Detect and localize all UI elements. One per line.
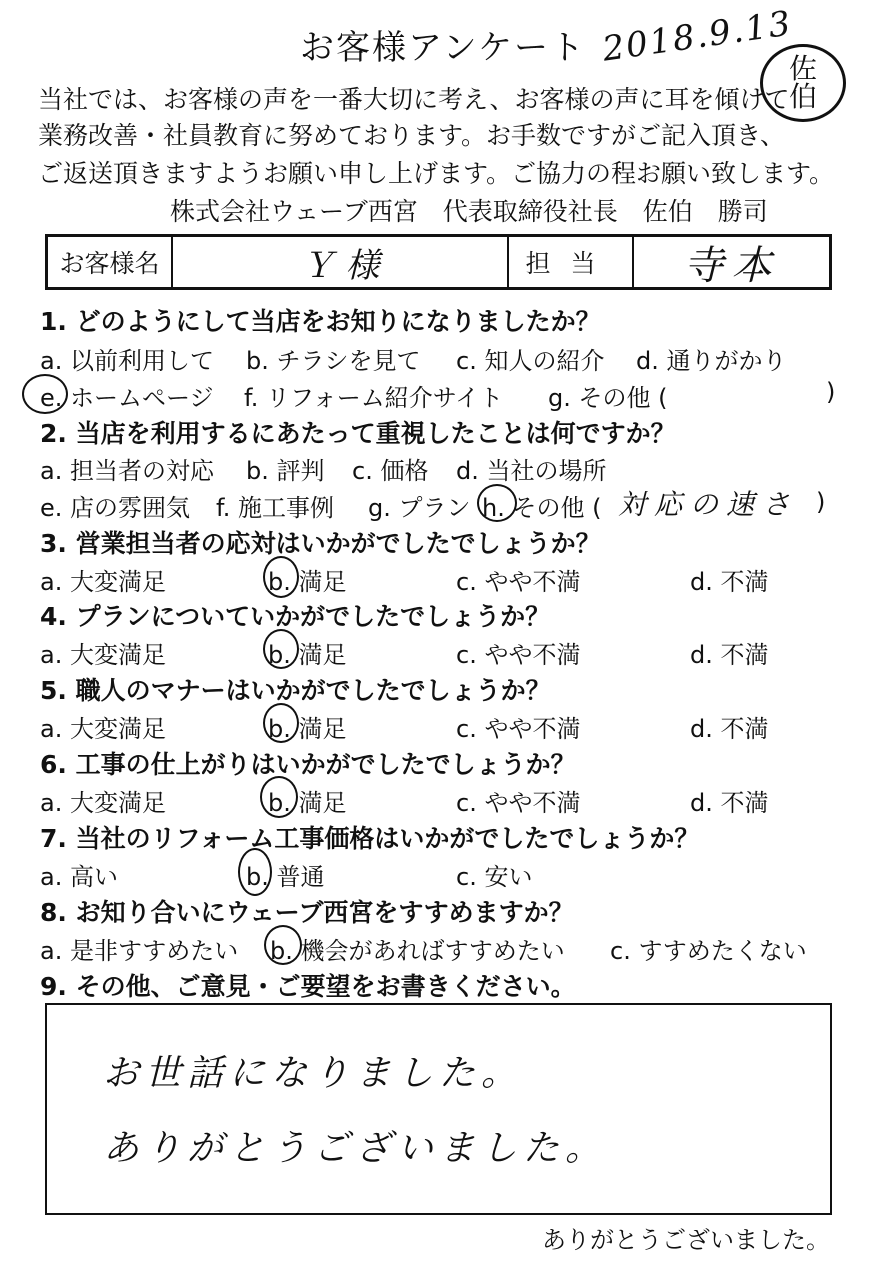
question-1: 1. どのようにして当店をお知りになりましたか？ bbox=[40, 307, 601, 336]
q6-option-d[interactable]: d. 不満 bbox=[690, 789, 769, 817]
q1-option-g[interactable]: g. その他 ( bbox=[548, 384, 668, 412]
q1-option-f[interactable]: f. リフォーム紹介サイト bbox=[244, 384, 504, 412]
q2-option-b[interactable]: b. 評判 bbox=[246, 457, 325, 485]
q5-option-d[interactable]: d. 不満 bbox=[690, 715, 769, 743]
customer-name-label: お客様名 bbox=[48, 237, 173, 287]
q5-option-b[interactable]: b. 満足 bbox=[268, 715, 347, 743]
q2-option-c[interactable]: c. 価格 bbox=[352, 457, 429, 485]
q2-option-e[interactable]: e. 店の雰囲気 bbox=[40, 494, 191, 522]
q8-selected-circle bbox=[264, 925, 302, 965]
q1-option-b[interactable]: b. チラシを見て bbox=[246, 347, 421, 375]
q7-option-c[interactable]: c. 安い bbox=[456, 863, 533, 891]
customer-info-table bbox=[45, 234, 832, 290]
q1-option-c[interactable]: c. 知人の紹介 bbox=[456, 347, 605, 375]
q4-option-d[interactable]: d. 不満 bbox=[690, 641, 769, 669]
q3-option-c[interactable]: c. やや不満 bbox=[456, 568, 581, 596]
q6-option-c[interactable]: c. やや不満 bbox=[456, 789, 581, 817]
q2-selected-circle bbox=[477, 484, 517, 522]
handwritten-date: 2018.9.13 bbox=[600, 3, 795, 70]
q4-option-a[interactable]: a. 大変満足 bbox=[40, 641, 166, 669]
q6-selected-circle bbox=[260, 776, 298, 818]
q5-option-a[interactable]: a. 大変満足 bbox=[40, 715, 166, 743]
comment-box[interactable] bbox=[45, 1003, 832, 1215]
q1-selected-circle bbox=[22, 374, 68, 414]
q2-option-d[interactable]: d. 当社の場所 bbox=[456, 457, 607, 485]
intro-line-3: ご返送頂きますようお願い申し上げます。ご協力の程お願い致します。 bbox=[38, 159, 835, 188]
question-3: 3. 営業担当者の応対はいかがでしたでしょうか？ bbox=[40, 529, 601, 558]
question-9: 9. その他、ご意見・ご要望をお書きください。 bbox=[40, 972, 576, 1001]
q5-selected-circle bbox=[263, 703, 299, 743]
question-6: 6. 工事の仕上がりはいかがでしたでしょうか？ bbox=[40, 750, 576, 779]
q2-option-h[interactable]: h. その他 ( bbox=[482, 494, 602, 522]
q2-option-h-close: ) bbox=[816, 488, 826, 516]
company-signature: 株式会社ウェーブ西宮 代表取締役社長 佐伯 勝司 bbox=[170, 197, 768, 226]
customer-name-value[interactable]: Ｙ 様 bbox=[173, 237, 509, 287]
q6-option-b[interactable]: b. 満足 bbox=[268, 789, 347, 817]
question-8: 8. お知り合いにウェーブ西宮をすすめますか？ bbox=[40, 898, 574, 927]
q1-option-a[interactable]: a. 以前利用して bbox=[40, 347, 214, 375]
q3-option-a[interactable]: a. 大変満足 bbox=[40, 568, 166, 596]
intro-line-2: 業務改善・社員教育に努めております。お手数ですがご記入頂き、 bbox=[38, 121, 786, 150]
intro-line-1: 当社では、お客様の声を一番大切に考え、お客様の声に耳を傾けて bbox=[38, 85, 790, 114]
footer-thanks: ありがとうございました。 bbox=[542, 1226, 830, 1254]
question-4: 4. プランについていかがでしたでしょうか？ bbox=[40, 602, 551, 631]
q2-other-handwritten: 対応の速さ bbox=[618, 488, 799, 521]
q4-option-b[interactable]: b. 満足 bbox=[268, 641, 347, 669]
q1-option-g-close: ) bbox=[826, 378, 836, 406]
comment-line-1: お世話になりました。 bbox=[103, 1053, 524, 1094]
question-5: 5. 職人のマナーはいかがでしたでしょうか？ bbox=[40, 676, 551, 705]
q3-selected-circle bbox=[263, 556, 299, 598]
q8-option-a[interactable]: a. 是非すすめたい bbox=[40, 937, 239, 965]
q7-selected-circle bbox=[238, 848, 272, 896]
q3-option-d[interactable]: d. 不満 bbox=[690, 568, 769, 596]
q5-option-c[interactable]: c. やや不満 bbox=[456, 715, 581, 743]
q3-option-b[interactable]: b. 満足 bbox=[268, 568, 347, 596]
q7-option-b[interactable]: b. 普通 bbox=[246, 863, 325, 891]
comment-line-2: ありがとうございました。 bbox=[103, 1128, 608, 1169]
q1-option-d[interactable]: d. 通りがかり bbox=[636, 347, 787, 375]
question-2: 2. 当店を利用するにあたって重視したことは何ですか？ bbox=[40, 419, 676, 448]
q1-option-e[interactable]: e. ホームページ bbox=[40, 384, 214, 412]
q8-option-b[interactable]: b. 機会があればすすめたい bbox=[270, 937, 565, 965]
staff-value[interactable]: 寺本 bbox=[683, 242, 780, 289]
staff-label: 担当 bbox=[509, 237, 634, 287]
q2-option-g[interactable]: g. プラン bbox=[368, 494, 471, 522]
survey-title: お客様アンケート bbox=[300, 28, 586, 68]
q2-option-a[interactable]: a. 担当者の対応 bbox=[40, 457, 214, 485]
seal-char-2: 伯 bbox=[788, 80, 817, 113]
seal-char-1: 佐 bbox=[788, 52, 817, 85]
q8-option-c[interactable]: c. すすめたくない bbox=[610, 937, 807, 965]
q4-option-c[interactable]: c. やや不満 bbox=[456, 641, 581, 669]
q4-selected-circle bbox=[263, 629, 299, 669]
q6-option-a[interactable]: a. 大変満足 bbox=[40, 789, 166, 817]
q7-option-a[interactable]: a. 高い bbox=[40, 863, 118, 891]
q2-option-f[interactable]: f. 施工事例 bbox=[216, 494, 334, 522]
question-7: 7. 当社のリフォーム工事価格はいかがでしたでしょうか？ bbox=[40, 824, 700, 853]
